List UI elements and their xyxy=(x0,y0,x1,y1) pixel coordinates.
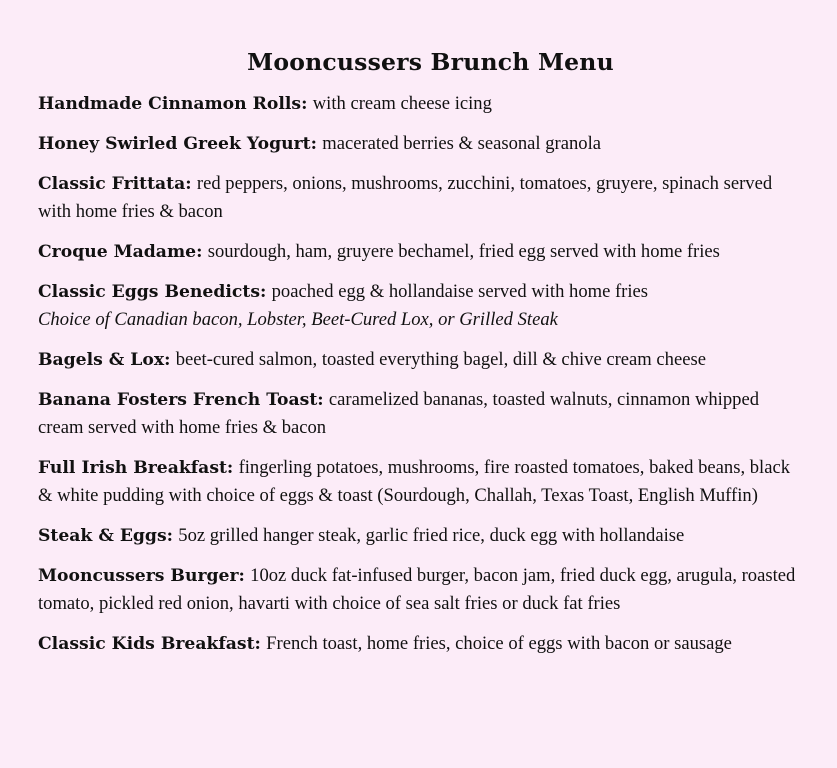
menu-item-description: with cream cheese icing xyxy=(312,93,492,114)
menu-item-description: poached egg & hollandaise served with home fries xyxy=(271,281,649,302)
menu-item-name: Classic Kids Breakfast: xyxy=(38,634,261,654)
menu-list xyxy=(38,90,807,658)
menu-item-name: Honey Swirled Greek Yogurt: xyxy=(38,134,317,154)
menu-item-steak-eggs xyxy=(38,522,807,550)
page-title: Mooncussers Brunch Menu xyxy=(247,48,614,76)
menu-item-description: 5oz grilled hanger steak, garlic fried rice, duck egg with hollandaise xyxy=(178,525,685,546)
menu-item-name: Full Irish Breakfast: xyxy=(38,458,234,478)
menu-item-burger xyxy=(38,562,807,618)
menu-item-name: Steak & Eggs: xyxy=(38,526,173,546)
menu-item-bagels-lox xyxy=(38,346,807,374)
menu-item-description: caramelized bananas, toasted walnuts, cinnamon whipped cream served with home fries & bacon xyxy=(38,389,759,438)
menu-item-name: Classic Eggs Benedicts: xyxy=(38,282,267,302)
menu-item-description: beet-cured salmon, toasted everything bagel, dill & chive cream cheese xyxy=(175,349,706,370)
menu-item-greek-yogurt xyxy=(38,130,807,158)
menu-item-description: French toast, home fries, choice of eggs with bacon or sausage xyxy=(266,633,732,654)
menu-item-name: Mooncussers Burger: xyxy=(38,566,245,586)
menu-item-description: macerated berries & seasonal granola xyxy=(322,133,602,154)
menu-item-name: Handmade Cinnamon Rolls: xyxy=(38,94,308,114)
menu-item-description: red peppers, onions, mushrooms, zucchini, tomatoes, gruyere, spinach served with home fries & bacon xyxy=(38,173,773,222)
menu-item-description: 10oz duck fat-infused burger, bacon jam, fried duck egg, arugula, roasted tomato, pickled red onion, havarti with choice of sea salt fries or duck fat fries xyxy=(38,565,796,614)
menu-item-description: sourdough, ham, gruyere bechamel, fried egg served with home fries xyxy=(207,241,720,262)
menu-item-name: Classic Frittata: xyxy=(38,174,192,194)
menu-item-classic-frittata xyxy=(38,170,807,226)
menu-item-croque-madame xyxy=(38,238,807,266)
menu-item-note: Choice of Canadian bacon, Lobster, Beet-Cured Lox, or Grilled Steak xyxy=(38,309,558,330)
menu-item-eggs-benedicts xyxy=(38,278,807,334)
menu-item-name: Banana Fosters French Toast: xyxy=(38,390,324,410)
menu-item-cinnamon-rolls xyxy=(38,90,807,118)
menu-item-description: fingerling potatoes, mushrooms, fire roasted tomatoes, baked beans, black & white pudding with choice of eggs & toast (Sourdough, Challah, Texas Toast, English Muffin) xyxy=(38,457,791,506)
menu-item-name: Croque Madame: xyxy=(38,242,203,262)
menu-item-irish-breakfast xyxy=(38,454,807,510)
menu-item-kids-breakfast xyxy=(38,630,807,658)
menu-item-name: Bagels & Lox: xyxy=(38,350,171,370)
menu-item-french-toast xyxy=(38,386,807,442)
